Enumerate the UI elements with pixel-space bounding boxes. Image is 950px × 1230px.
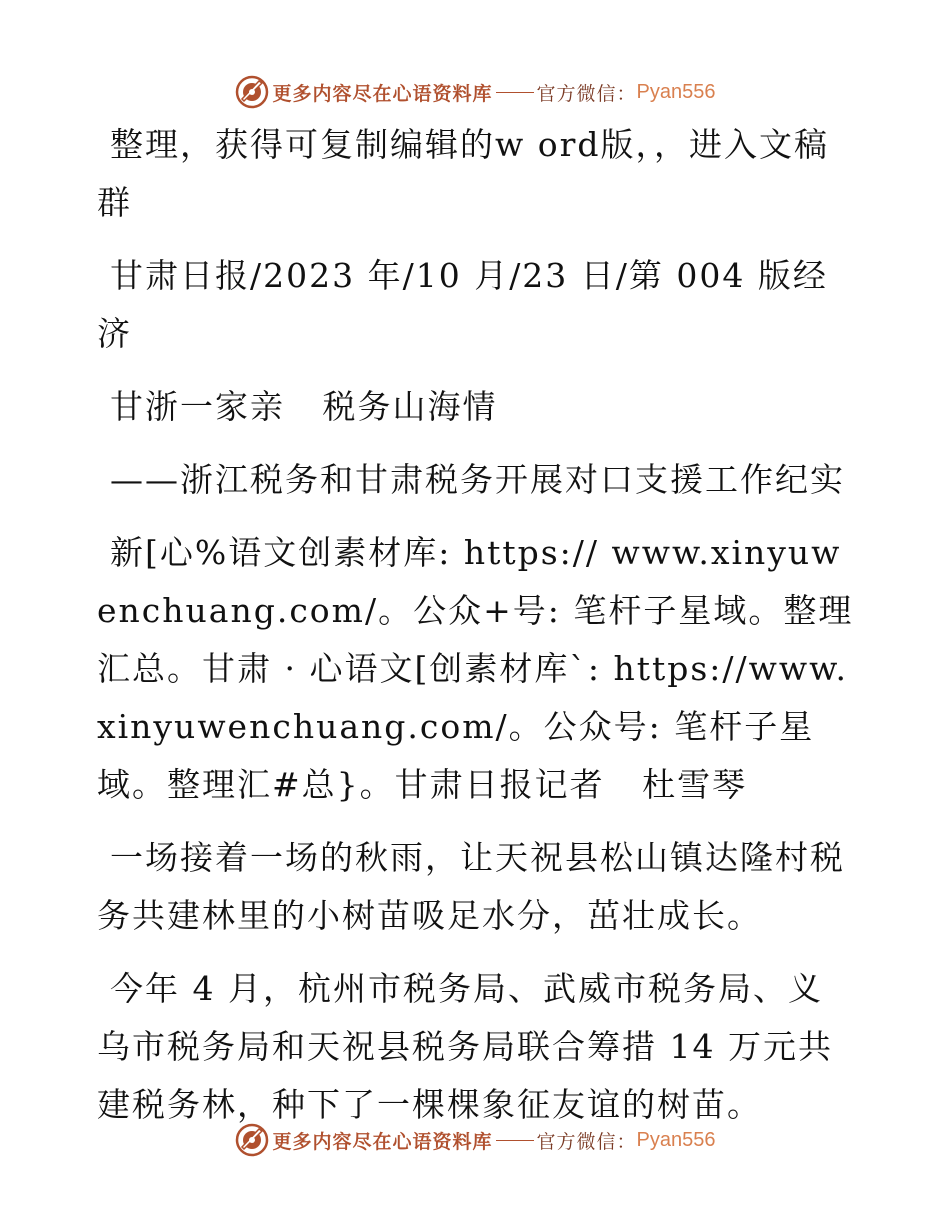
banner-channel-label: 官方微信： bbox=[536, 1130, 637, 1153]
quill-seal-icon bbox=[235, 75, 269, 109]
document-paragraph: 新[心%语文创素材库: https:// www.xinyuwenchuang.com/。公众+号: 笔杆子星域。整理汇总。甘肃 · 心语文[创素材库`: https://www.xinyuwenchuang.com/。公众号: 笔杆子星域。整理汇#总}。甘肃日报记者 杜雪琴 bbox=[97, 533, 854, 804]
document-paragraph: 今年 4 月，杭州市税务局、武威市税务局、义乌市税务局和天祝县税务局联合筹措 14 万元共建税务林，种下了一棵棵象征友谊的树苗。 bbox=[97, 969, 833, 1124]
document-paragraph: 一场接着一场的秋雨，让天祝县松山镇达隆村税务共建林里的小树苗吸足水分，茁壮成长。 bbox=[97, 838, 845, 935]
header-watermark-banner bbox=[0, 72, 950, 112]
banner-main-text: 更多内容尽在心语资料库 bbox=[272, 82, 493, 105]
banner-dash bbox=[496, 92, 534, 93]
quill-seal-icon bbox=[235, 1123, 269, 1157]
footer-watermark-banner bbox=[0, 1120, 950, 1160]
article-body bbox=[97, 116, 857, 1134]
banner-wechat-id: Pyan556 bbox=[636, 80, 716, 103]
article-title: 甘浙一家亲 税务山海情 bbox=[110, 387, 498, 426]
document-paragraph: 整理，获得可复制编辑的w ord版，，进入文稿群 bbox=[97, 125, 830, 222]
article-subtitle: ——浙江税务和甘肃税务开展对口支援工作纪实 bbox=[110, 460, 845, 499]
banner-wechat-id: Pyan556 bbox=[636, 1128, 716, 1151]
banner-channel-label: 官方微信： bbox=[536, 82, 637, 105]
document-paragraph: 甘肃日报/2023 年/10 月/23 日/第 004 版经济 bbox=[97, 256, 828, 353]
banner-main-text: 更多内容尽在心语资料库 bbox=[272, 1130, 493, 1153]
banner-dash bbox=[496, 1140, 534, 1141]
